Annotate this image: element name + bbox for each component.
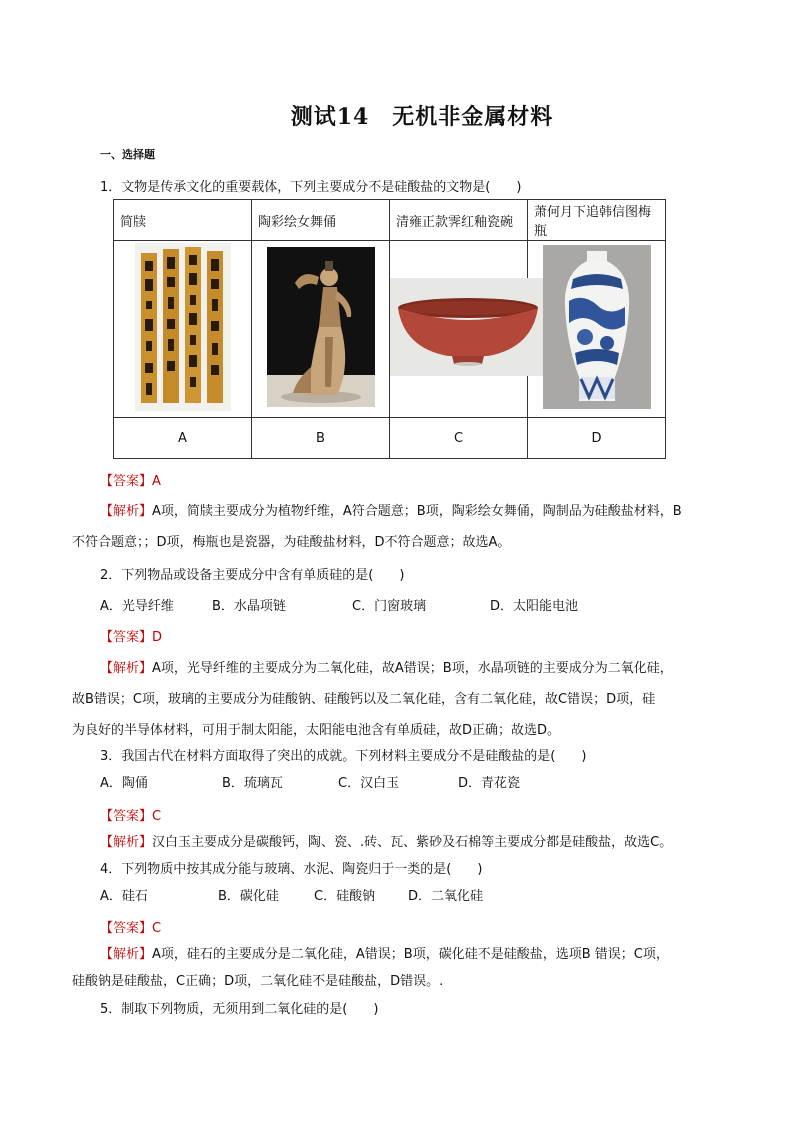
analysis-text: A项，简牍主要成分为植物纤维，A符合题意；B项，陶彩绘女舞俑，陶制品为硅酸盐材料，B — [152, 504, 682, 519]
image-cell-d — [528, 241, 666, 418]
question-4-stem: 4．下列物质中按其成分能与玻璃、水泥、陶瓷归于一类的是( ) — [100, 862, 483, 877]
answer-value: A — [152, 474, 161, 489]
analysis-line-3a — [100, 831, 734, 850]
analysis-line-2a — [100, 657, 734, 676]
option-a: A．硅石 — [100, 889, 148, 904]
question-1-stem: 1．文物是传承文化的重要载体，下列主要成分不是硅酸盐的文物是( ) — [100, 180, 522, 195]
option-d: D．青花瓷 — [458, 776, 521, 791]
analysis-line-1a — [100, 500, 734, 519]
question-2-stem: 2．下列物品或设备主要成分中含有单质硅的是( ) — [100, 568, 405, 583]
option-d: D．二氧化硅 — [408, 889, 484, 904]
option-c: C．门窗玻璃 — [352, 599, 427, 614]
header-cell-c: 清雍正款霁红釉瓷碗 — [390, 200, 528, 241]
answer-value: C — [152, 809, 162, 824]
answer-value: D — [152, 630, 163, 645]
page-title: 测试14 无机非金属材料 — [290, 104, 554, 130]
bamboo-slips-image — [135, 243, 231, 411]
question-3-options — [100, 772, 520, 791]
option-b: B．琉璃瓦 — [222, 776, 283, 791]
header-cell-a: 简牍 — [114, 200, 252, 241]
analysis-text: A项，硅石的主要成分是二氧化硅，A错误；B项，碳化硅不是硅酸盐，选项B 错误；C项， — [152, 947, 669, 962]
answer-tag: 【答案】 — [100, 630, 153, 645]
answer-tag: 【答案】 — [100, 474, 153, 489]
analysis-line-2c: 为良好的半导体材料，可用于制太阳能，太阳能电池含有单质硅，故D正确；故选D。 — [72, 723, 561, 738]
analysis-tag: 【解析】 — [100, 947, 153, 962]
image-cell-c — [390, 241, 528, 418]
analysis-text: 汉白玉主要成分是碳酸钙，陶、瓷、.砖、瓦、紫砂及石棉等主要成分都是硅酸盐，故选C。 — [152, 835, 673, 850]
answer-line-1 — [100, 470, 734, 489]
option-label-b: B — [252, 418, 390, 459]
answer-tag: 【答案】 — [100, 809, 153, 824]
option-c: C．硅酸钠 — [314, 889, 376, 904]
blue-white-vase-image — [543, 245, 651, 409]
header-cell-d: 萧何月下追韩信图梅瓶 — [528, 200, 666, 241]
option-a: A．光导纤维 — [100, 599, 174, 614]
section-heading: 一、选择题 — [100, 148, 155, 161]
header-cell-b: 陶彩绘女舞俑 — [252, 200, 390, 241]
dancer-figurine-image — [267, 247, 375, 407]
answer-line-4 — [100, 917, 734, 936]
option-c: C．汉白玉 — [338, 776, 400, 791]
analysis-text: A项，光导纤维的主要成分为二氧化硅，故A错误；B项，水晶项链的主要成分为二氧化硅， — [152, 661, 673, 676]
image-cell-b — [252, 241, 390, 418]
question-3-stem: 3．我国古代在材料方面取得了突出的成就。下列材料主要成分不是硅酸盐的是( ) — [100, 749, 587, 764]
analysis-line-4b: 硅酸钠是硅酸盐，C正确；D项，二氧化硅不是硅酸盐，D错误。. — [72, 974, 444, 989]
answer-value: C — [152, 921, 162, 936]
artifact-table — [113, 199, 666, 459]
analysis-tag: 【解析】 — [100, 504, 153, 519]
analysis-tag: 【解析】 — [100, 835, 153, 850]
question-5-stem: 5．制取下列物质，无须用到二氧化硅的是( ) — [100, 1002, 379, 1017]
analysis-line-2b: 故B错误；C项，玻璃的主要成分为硅酸钠、硅酸钙以及二氧化硅，含有二氧化硅，故C错误；D项，硅 — [72, 692, 656, 707]
answer-line-3 — [100, 805, 734, 824]
option-b: B．碳化硅 — [218, 889, 279, 904]
red-glaze-bowl-image — [390, 278, 546, 376]
analysis-line-4a — [100, 943, 734, 962]
option-label-c: C — [390, 418, 528, 459]
option-a: A．陶俑 — [100, 776, 148, 791]
analysis-line-1b: 不符合题意；；D项，梅瓶也是瓷器，为硅酸盐材料，D不符合题意；故选A。 — [72, 535, 511, 550]
answer-tag: 【答案】 — [100, 921, 153, 936]
image-cell-a — [114, 241, 252, 418]
question-4-options — [100, 885, 483, 904]
option-label-d: D — [528, 418, 666, 459]
option-b: B．水晶项链 — [212, 599, 286, 614]
analysis-tag: 【解析】 — [100, 661, 153, 676]
answer-line-2 — [100, 626, 734, 645]
option-d: D．太阳能电池 — [490, 599, 579, 614]
question-2-options — [100, 595, 578, 614]
option-label-a: A — [114, 418, 252, 459]
